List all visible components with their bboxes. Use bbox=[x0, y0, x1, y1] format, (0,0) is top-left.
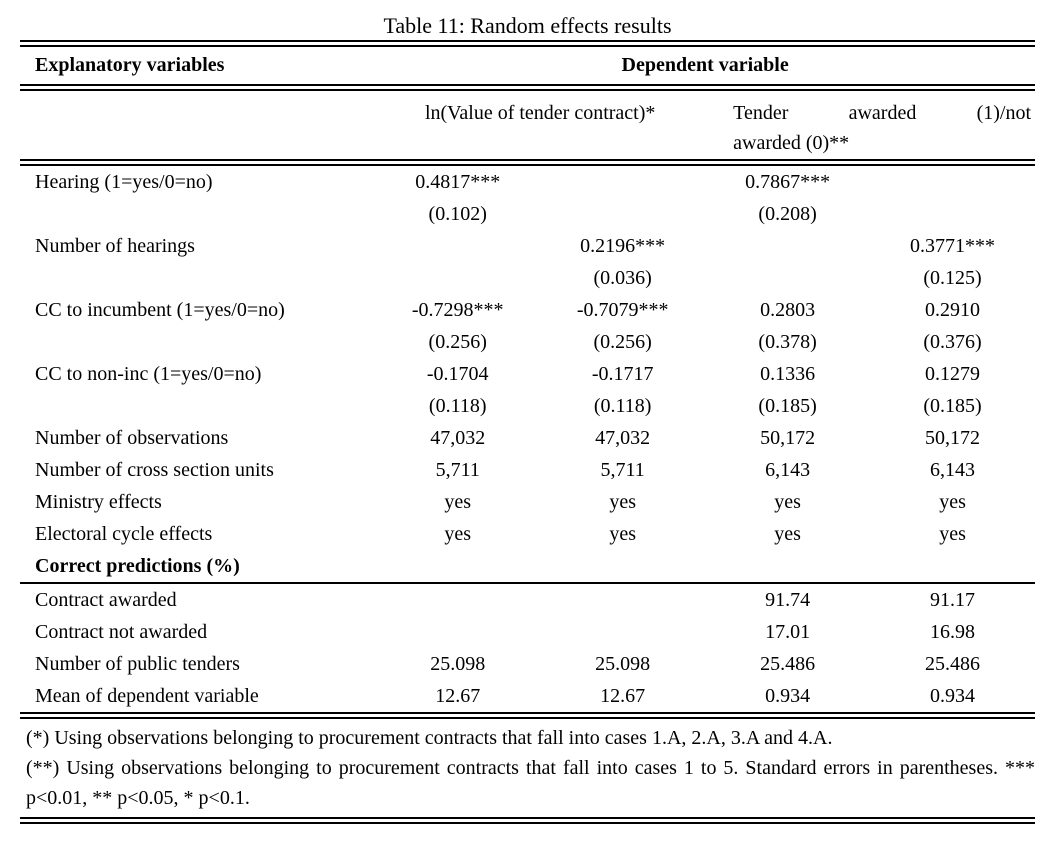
row-label: Number of hearings bbox=[35, 235, 195, 257]
cell-value: yes bbox=[774, 523, 801, 545]
cell-value: (0.256) bbox=[593, 331, 652, 353]
tender-awarded-header bbox=[705, 91, 1035, 159]
cell-value: (0.102) bbox=[428, 203, 487, 225]
cell-value bbox=[540, 616, 705, 648]
cell-value: yes bbox=[609, 523, 636, 545]
cell-value: (0.125) bbox=[923, 267, 982, 289]
row-label: Number of cross section units bbox=[35, 459, 274, 481]
row-label bbox=[20, 326, 375, 358]
cell-value: yes bbox=[939, 523, 966, 545]
cell-value: (0.185) bbox=[923, 395, 982, 417]
empty-header-cell bbox=[20, 91, 375, 159]
cell-value: yes bbox=[444, 491, 472, 513]
cell-value: yes bbox=[444, 523, 472, 545]
header-row-table bbox=[20, 47, 1035, 84]
cell-value bbox=[375, 550, 540, 582]
table-row bbox=[20, 262, 1035, 294]
rule-below-caption bbox=[20, 40, 1035, 47]
table-row bbox=[20, 648, 1035, 680]
header-row bbox=[20, 47, 1035, 84]
cell-value: 0.934 bbox=[930, 685, 976, 707]
cell-value: 25.098 bbox=[430, 653, 486, 675]
tender-word: Tender bbox=[733, 102, 789, 124]
footnote-star: (*) Using observations belonging to procurement contracts that fall into cases 1.A, 2.A, 3.A and 4.A. bbox=[26, 727, 833, 749]
cell-value: 17.01 bbox=[765, 621, 811, 643]
row-label: Number of public tenders bbox=[35, 653, 240, 675]
tender-header-line2: awarded (0)** bbox=[733, 132, 850, 154]
cell-value bbox=[870, 550, 1035, 582]
dependent-variable-header: Dependent variable bbox=[621, 54, 789, 76]
table-row bbox=[20, 584, 1035, 616]
cell-value: (0.256) bbox=[428, 331, 487, 353]
cell-value: 50,172 bbox=[760, 427, 816, 449]
cell-value bbox=[375, 262, 540, 294]
cell-value: 0.2803 bbox=[760, 299, 816, 321]
table-row bbox=[20, 198, 1035, 230]
rule-above-footnotes bbox=[20, 712, 1035, 719]
cell-value bbox=[540, 550, 705, 582]
row-label: Contract awarded bbox=[35, 589, 177, 611]
row-label bbox=[20, 390, 375, 422]
cell-value: 0.2910 bbox=[925, 299, 981, 321]
cell-value: 0.7867*** bbox=[745, 171, 831, 193]
cell-value bbox=[375, 584, 540, 616]
cell-value: yes bbox=[609, 491, 636, 513]
cell-value: -0.7298*** bbox=[411, 299, 504, 321]
footnote-double-star: (**) Using observations belonging to procurement contracts that fall into cases 1 to 5. Standard errors in parentheses. *** p<0.01, ** p<0.05, * p<0.1. bbox=[26, 757, 1035, 809]
cell-value bbox=[540, 166, 705, 198]
cell-value: 0.1336 bbox=[760, 363, 816, 385]
cell-value: 16.98 bbox=[930, 621, 976, 643]
explanatory-variables-header: Explanatory variables bbox=[35, 54, 225, 76]
table-row bbox=[20, 486, 1035, 518]
results-table-predictions bbox=[20, 584, 1035, 712]
table-row bbox=[20, 390, 1035, 422]
cell-value bbox=[705, 230, 870, 262]
cell-value: 0.2196*** bbox=[580, 235, 666, 257]
rule-bottom bbox=[20, 817, 1035, 824]
row-label: Electoral cycle effects bbox=[35, 523, 213, 545]
cell-value: 0.4817*** bbox=[415, 171, 501, 193]
cell-value: (0.378) bbox=[758, 331, 817, 353]
cell-value: 6,143 bbox=[765, 459, 811, 481]
row-label: CC to non-inc (1=yes/0=no) bbox=[35, 363, 262, 385]
cell-value: -0.1704 bbox=[426, 363, 489, 385]
table-row bbox=[20, 422, 1035, 454]
table-row bbox=[20, 518, 1035, 550]
cell-value: -0.1717 bbox=[591, 363, 654, 385]
row-label bbox=[20, 262, 375, 294]
cell-value bbox=[540, 584, 705, 616]
cell-value: 91.74 bbox=[765, 589, 811, 611]
cell-value: (0.376) bbox=[923, 331, 982, 353]
cell-value: (0.036) bbox=[593, 267, 652, 289]
row-label: Correct predictions (%) bbox=[35, 555, 240, 577]
table-footnotes bbox=[20, 719, 1035, 817]
not-word: (1)/not bbox=[976, 102, 1031, 124]
cell-value: 50,172 bbox=[925, 427, 981, 449]
cell-value: 25.098 bbox=[595, 653, 651, 675]
cell-value: 0.3771*** bbox=[910, 235, 996, 257]
cell-value: (0.185) bbox=[758, 395, 817, 417]
rule-below-model-headers bbox=[20, 159, 1035, 166]
cell-value: 0.1279 bbox=[925, 363, 981, 385]
table-row bbox=[20, 294, 1035, 326]
cell-value: 25.486 bbox=[925, 653, 981, 675]
cell-value bbox=[540, 198, 705, 230]
row-label: CC to incumbent (1=yes/0=no) bbox=[35, 299, 285, 321]
results-table-main bbox=[20, 166, 1035, 582]
row-label: Mean of dependent variable bbox=[35, 685, 259, 707]
cell-value bbox=[870, 198, 1035, 230]
cell-value: (0.208) bbox=[758, 203, 817, 225]
cell-value: (0.118) bbox=[593, 395, 652, 417]
table-row bbox=[20, 326, 1035, 358]
ln-value-header: ln(Value of tender contract)* bbox=[424, 102, 656, 124]
cell-value: 5,711 bbox=[435, 459, 480, 481]
table-row bbox=[20, 550, 1035, 582]
table-row bbox=[20, 454, 1035, 486]
cell-value: 25.486 bbox=[760, 653, 816, 675]
model-header-row bbox=[20, 91, 1035, 159]
cell-value bbox=[375, 230, 540, 262]
table-row bbox=[20, 358, 1035, 390]
row-label: Hearing (1=yes/0=no) bbox=[35, 171, 213, 193]
table-row bbox=[20, 230, 1035, 262]
table-caption: Table 11: Random effects results bbox=[383, 13, 672, 38]
table-row bbox=[20, 680, 1035, 712]
awarded-word: awarded bbox=[848, 102, 917, 124]
cell-value: 5,711 bbox=[600, 459, 645, 481]
cell-value bbox=[705, 550, 870, 582]
cell-value: 47,032 bbox=[430, 427, 486, 449]
cell-value: 0.934 bbox=[765, 685, 811, 707]
row-label: Number of observations bbox=[35, 427, 229, 449]
row-label: Ministry effects bbox=[35, 491, 162, 513]
table-row bbox=[20, 166, 1035, 198]
model-header-table bbox=[20, 91, 1035, 159]
cell-value: yes bbox=[774, 491, 801, 513]
cell-value: 6,143 bbox=[930, 459, 976, 481]
cell-value: 47,032 bbox=[595, 427, 651, 449]
cell-value: -0.7079*** bbox=[576, 299, 669, 321]
table-row bbox=[20, 616, 1035, 648]
tender-header-line1 bbox=[733, 98, 1031, 128]
cell-value: 12.67 bbox=[435, 685, 481, 707]
cell-value bbox=[870, 166, 1035, 198]
cell-value bbox=[375, 616, 540, 648]
cell-value: (0.118) bbox=[428, 395, 487, 417]
cell-value: yes bbox=[939, 491, 966, 513]
row-label: Contract not awarded bbox=[35, 621, 208, 643]
rule-below-header bbox=[20, 84, 1035, 91]
cell-value: 91.17 bbox=[930, 589, 976, 611]
cell-value: 12.67 bbox=[600, 685, 646, 707]
row-label bbox=[20, 198, 375, 230]
cell-value bbox=[705, 262, 870, 294]
